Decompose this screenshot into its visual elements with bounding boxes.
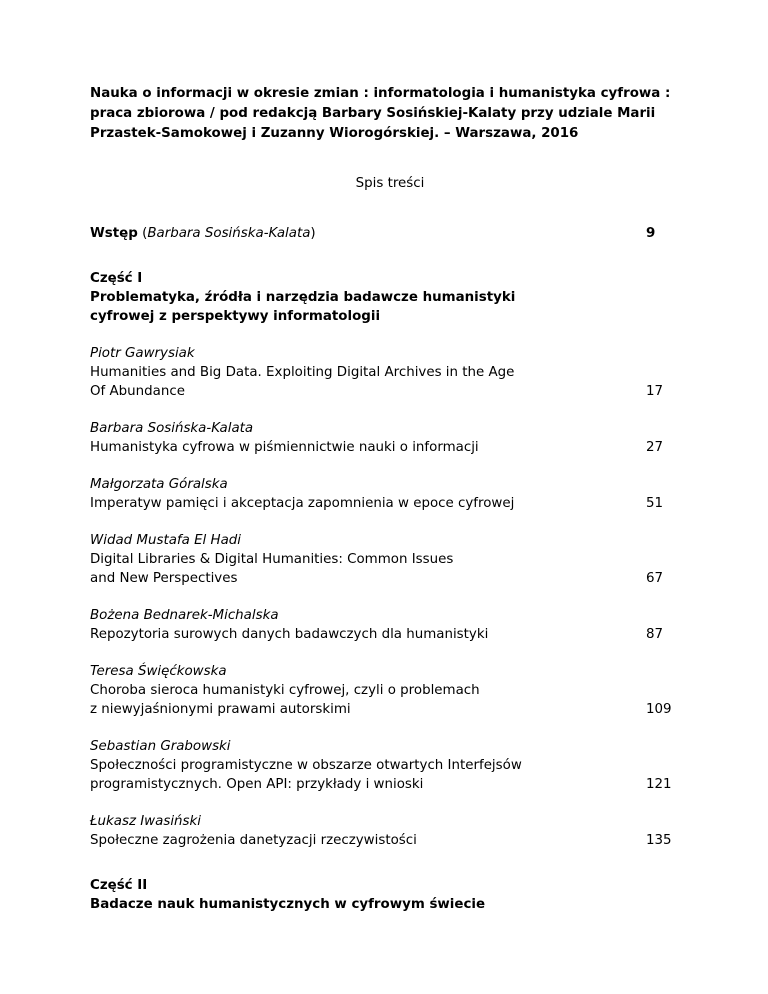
intro-page-number: 9 xyxy=(646,226,656,241)
entry-title-line: and New Perspectives xyxy=(90,571,238,586)
entry-author: Teresa Święćkowska xyxy=(90,664,227,679)
book-title: Nauka o informacji w okresie zmian : informatologia i humanistyka cyfrowa : praca zbiorowa / pod redakcją Barbary Sosińskiej-Kalaty przy udziale Marii Przastek-Samokowej i Zuzanny Wiorogórskiej. – Warszawa, 2016 xyxy=(90,86,671,141)
toc-entry xyxy=(90,737,690,794)
toc-heading: Spis treści xyxy=(355,176,425,191)
entry-title-line: Humanities and Big Data. Exploiting Digital Archives in the Age xyxy=(90,365,515,380)
intro-label: Wstęp xyxy=(90,226,138,241)
entry-author: Łukasz Iwasiński xyxy=(90,814,201,829)
entry-title-line: Imperatyw pamięci i akceptacja zapomnienia w epoce cyfrowej xyxy=(90,496,515,511)
entry-author: Sebastian Grabowski xyxy=(90,739,231,754)
entry-title-line: z niewyjaśnionymi prawami autorskimi xyxy=(90,702,351,717)
entry-author: Bożena Bednarek-Michalska xyxy=(90,608,279,623)
entry-page-number: 121 xyxy=(646,777,672,792)
entry-title-line: Repozytoria surowych danych badawczych dla humanistyki xyxy=(90,627,489,642)
entry-page-number: 67 xyxy=(646,571,664,586)
toc-entry xyxy=(90,531,690,588)
entry-author: Barbara Sosińska-Kalata xyxy=(90,421,254,436)
entry-author: Widad Mustafa El Hadi xyxy=(90,533,242,548)
entry-title-line: Społeczności programistyczne w obszarze otwartych Interfejsów xyxy=(90,758,522,773)
entry-page-number: 17 xyxy=(646,384,664,399)
entry-title-line: Humanistyka cyfrowa w piśmiennictwie nauki o informacji xyxy=(90,440,479,455)
toc-entry xyxy=(90,812,690,850)
intro-author: Barbara Sosińska-Kalata xyxy=(147,226,311,241)
entry-title-line: programistycznych. Open API: przykłady i wnioski xyxy=(90,777,424,792)
part-2-label: Część II xyxy=(90,878,148,893)
entry-page-number: 87 xyxy=(646,627,664,642)
entry-title-line: Choroba sieroca humanistyki cyfrowej, czyli o problemach xyxy=(90,683,480,698)
toc-entry xyxy=(90,606,690,644)
part-1-heading xyxy=(90,269,690,326)
entry-title-line: Digital Libraries & Digital Humanities: Common Issues xyxy=(90,552,454,567)
toc-entry xyxy=(90,344,690,401)
toc-entry xyxy=(90,662,690,719)
document-page xyxy=(90,84,690,914)
toc-entry-intro: Wstęp (Barbara Sosińska-Kalata) 9 xyxy=(90,224,690,243)
entry-title-line: Of Abundance xyxy=(90,384,185,399)
entry-page-number: 109 xyxy=(646,702,672,717)
entry-page-number: 51 xyxy=(646,496,664,511)
entry-title-line: Społeczne zagrożenia danetyzacji rzeczywistości xyxy=(90,833,417,848)
entry-page-number: 135 xyxy=(646,833,672,848)
entry-author: Małgorzata Góralska xyxy=(90,477,228,492)
part-2-heading xyxy=(90,876,690,914)
entry-page-number: 27 xyxy=(646,440,664,455)
part-1-label: Część I xyxy=(90,271,143,286)
entry-author: Piotr Gawrysiak xyxy=(90,346,195,361)
table-of-contents xyxy=(90,224,690,914)
part-2-title: Badacze nauk humanistycznych w cyfrowym świecie xyxy=(90,897,486,912)
toc-entry xyxy=(90,475,690,513)
part-1-entries xyxy=(90,344,690,850)
part-1-title: Problematyka, źródła i narzędzia badawcze humanistyki cyfrowej z perspektywy informatologii xyxy=(90,290,516,324)
toc-entry xyxy=(90,419,690,457)
